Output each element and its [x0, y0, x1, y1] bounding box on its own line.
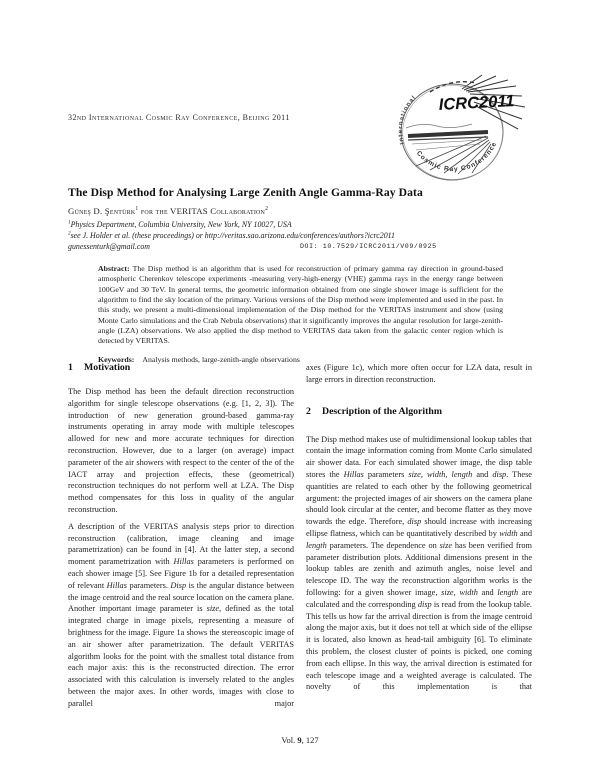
collab-affil-marker: 2	[265, 206, 269, 213]
keywords-label: Keywords:	[98, 354, 135, 364]
icrc2011-logo	[392, 74, 532, 184]
affiliation-2	[68, 230, 532, 241]
affil-1-marker: 1	[68, 219, 71, 226]
affiliation-1	[68, 219, 532, 230]
affil-2-text: see J. Holder et al. (these proceedings) or http://veritas.sao.arizona.edu/conferences/authors?icrc2011	[70, 231, 395, 240]
abstract-label: Abstract:	[98, 264, 130, 273]
section-2-heading	[306, 406, 532, 417]
author-affil-marker: 1	[135, 206, 139, 213]
footer-page-number: , 127	[301, 735, 319, 745]
column-left	[68, 362, 294, 740]
doi: DOI: 10.7529/ICRC2011/V09/0925	[300, 243, 437, 250]
keywords-text: Analysis methods, large-zenith-angle observations	[142, 354, 300, 364]
abstract-block	[98, 264, 503, 365]
paragraph-motivation-2-continued: axes (Figure 1c), which more often occur for LZA data, result in large errors in direction reconstruction.	[306, 363, 532, 384]
author-email: gunessenturk@gmail.com	[68, 242, 150, 251]
section-2-number: 2	[306, 405, 311, 417]
abstract-paragraph	[98, 264, 503, 347]
paragraph-motivation-1: The Disp method has been the default direction reconstruction algorithm for single telescope observations (e.g. [1, 2, 3]). The introduction of new generation ground-based gamma-ray instruments operating in array mode with multiple telescopes allowed for new and more accurate techniques for direction reconstruction. However, due to a larger (on average) impact parameter of the air showers with respect to the center of the of the IACT array and projection effects, these (geometrical) reconstruction techniques do not perform well at LZA. The Disp method compensates for this loss in quality of the angular reconstruction.	[68, 387, 294, 514]
running-head: 32nd International Cosmic Ray Conference, Beijing 2011	[68, 113, 290, 122]
section-1-number: 1	[68, 362, 73, 373]
section-2-title: Description of the Algorithm	[322, 405, 442, 417]
footer-volume-number: 9	[297, 735, 302, 745]
author-line	[68, 206, 532, 216]
author-collaboration: for the VERITAS Collaboration	[140, 206, 266, 216]
paper-title: The Disp Method for Analysing Large Zenith Angle Gamma-Ray Data	[68, 186, 423, 199]
footer-volume-prefix: Vol.	[281, 735, 298, 745]
body-two-columns	[68, 362, 532, 740]
paragraph-algorithm-1: The Disp method makes use of multidimensional lookup tables that contain the image information coming from Monte Carlo simulated air shower data. For each simulated shower image, the disp table stores the Hillas parameters size, width, length and disp. These quantities are related to each other by the following geometrical argument: the projected images of air showers on the camera plane should look circular at the center, and become flatter as they move towards the edge. Therefore, disp should increase with increasing ellipse flatness, which can be quantitatively described by width and length parameters. The dependence on size has been verified from parameter distribution plots. Additional dimensions present in the lookup tables are zenith and azimuth angles, noise level and telescope ID. The way the reconstruction algorithm works is the following: for a given shower image, size, width and length are calculated and the corresponding disp is read from the lookup table. This tells us how far the arrival direction is from the image centroid along the major axis, but it does not tell at which side of the ellipse it is located, also known as head-tail ambiguity [6]. To eliminate this problem, the closest cluster of points is picked, one coming from each ellipse. In this way, the arrival direction is estimated for each telescope image and a weighted average is calculated. The novelty of this implementation is that	[306, 434, 532, 692]
affil-2-marker: 2	[68, 230, 71, 237]
logo-arc-text-left: International	[397, 94, 418, 146]
title-block	[68, 186, 532, 253]
conference-logo-icon	[392, 74, 532, 184]
section-1-heading	[68, 362, 294, 373]
section-1-title: Motivation	[84, 362, 131, 373]
affil-1-text: Physics Department, Columbia University, New York, NY 10027, USA	[70, 220, 292, 229]
contact-row	[68, 242, 532, 253]
abstract-text: The Disp method is an algorithm that is used for reconstruction of primary gamma ray direction in ground-based atmospheric Cherenkov telescope experiments -measuring very-high-energy (VHE) gamma rays in the energy range between 100GeV and 30 TeV. In general terms, the geometric information obtained from one single shower image is sufficient for the algorithm to find the sky location of the primary. Various versions of the Disp method were implemented and used in the past. In this study, we present a multi-dimensional implementation of the Disp method for the VERITAS instrument and show (using Monte Carlo simulations and the Crab Nebula observations) that it significantly improves the angular resolution for large-zenith-angle (LZA) observations. We also applied the disp method to VERITAS data taken from the galactic center region which is detected by VERITAS.	[98, 264, 504, 346]
page-footer	[0, 735, 600, 745]
author-name: Güneş D. Şentürk	[68, 206, 136, 216]
logo-title-text: ICRC2011	[438, 92, 515, 114]
logo-arc-text-bottom: Cosmic Ray Conference	[414, 140, 499, 174]
column-right	[306, 362, 532, 740]
paragraph-motivation-2: A description of the VERITAS analysis steps prior to direction reconstruction (calibration, image cleaning and image parametrization) can be found in [4]. At the latter step, a second moment parametrization with Hillas parameters is performed on each shower image [5]. See Figure 1b for a detailed representation of relevant Hillas parameters. Disp is the angular distance between the image centroid and the real source location on the camera plane. Another important image parameter is size, defined as the total integrated charge in image pixels, representing a measure of brightness for the image. Figure 1a shows the stereoscopic image of an air shower after parametrization. The default VERITAS algorithm looks for the point with the smallest total distance from each major axis: this is the reconstructed direction. The error associated with this calculation is inversely related to the angles between the major axes. In other words, images with close to parallel major	[68, 521, 294, 708]
